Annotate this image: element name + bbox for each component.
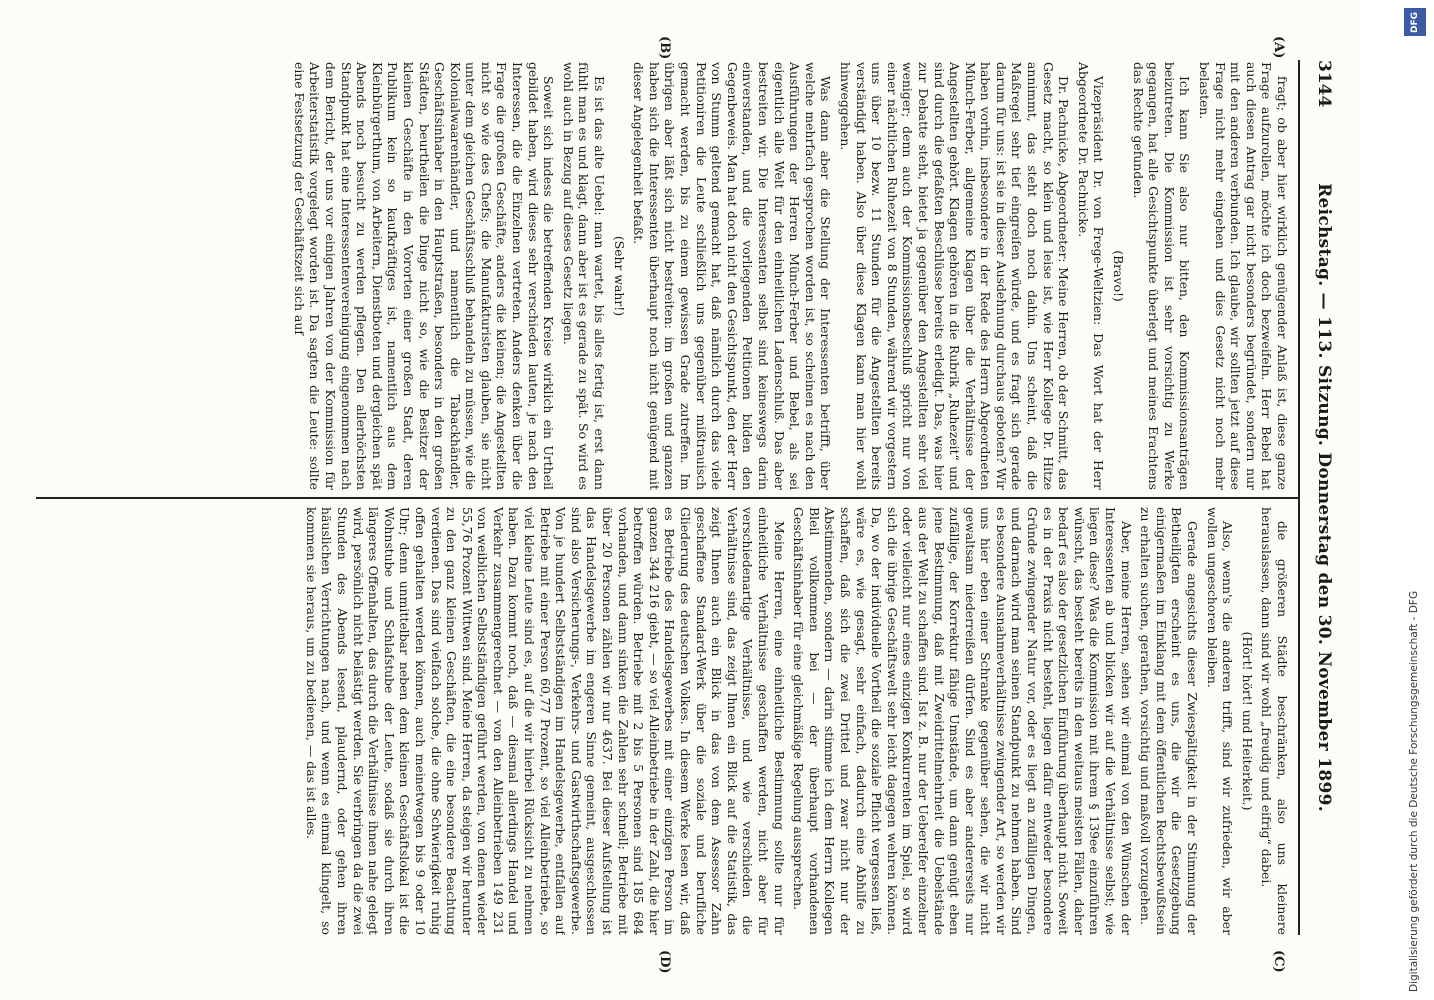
- paragraph: Meine Herren, eine einheitliche Bestimmung sollte nur für einheitliche Verhältnisse geschaffen werden, nicht aber für verschiedenartige Verhältnisse, und wie verschieden die Verhältnisse sind, das zeigt Ihnen ein Blick auf die Statistik, das zeigt Ihnen auch ein Blick in das von dem Assessor Zahn geschaffene Standard-Werk über die soziale und berufliche Gliederung des deutschen Volkes. In diesem Werke lesen wir, daß es Betriebe des Handelsgewerbes mit einer einzigen Person im ganzen 344 216 giebt, — so viel Alleinbetriebe in der Zahl, die hier betroffen würden. Betriebe mit 2 bis 5 Personen sind 185 684 vorhanden, und dann sinken die Zahlen sehr schnell; Betriebe mit über 20 Personen zählen wir nur 4637. Bei dieser Aufstellung ist das Handelsgewerbe im engeren Sinne gemeint, ausgeschlossen sind also Versicherungs-, Verkehrs- und Gastwirthschaftsgewerbe. Von je hundert Selbstständigen im Handelsgewerbe, entfallen auf Betriebe mit einer Person 60,77 Prozent, so viel Alleinbetriebe, so viel kleine Leute sind es, auf die wir hierbei Rücksicht zu nehmen haben. Dazu kommt noch, daß — diesmal allerdings Handel und Verkehr zusammengerechnet — von den Alleinbetrieben 149 231 von weiblichen Selbstständigen geführt werden, von denen wieder 55,76 Prozent Wittwen sind. Meine Herren, da steigen wir herunter zu den ganz kleinen Geschäften, die eine besondere Beachtung verdienen. Das sind vielfach solche, die ohne Schwierigkeit ruhig offen gehalten werden können, auch meinetwegen bis 9 oder 10 Uhr; denn unmittelbar neben dem kleinen Geschäftslokal ist die Wohnstube und Schlafstube der Leute, sodaß sie durch ihren längeres Offenhalten, das durch die Verhältnisse ihnen nahe gelegt wird, persönlich nicht belästigt werden. Sie verbringen da die zwei Stunden des Abends lesend, plaudernd, oder gehen ihren häuslichen Verrichtungen nach, und wenn es einmal klingelt, so kommen sie heraus, um zu bedienen, — das ist alles.: [303, 507, 787, 935]
- paragraph: Dr. Pachnicke, Abgeordneter: Meine Herren, ob der Schmitt, das Gesetz macht, so klein und leise ist, wie Herr Kollege Dr. Hitze annimmt, das steht doch noch dahin. Uns scheint, daß die Maßregel sehr tief eingreifen würde, und es fragt sich gerade darum für uns: ist sie in dieser Ausdehnung durchaus geboten? Wir haben vorhin, insbesondere in der Rede des Herrn Abgeordneten Münch-Ferber, allgemeine Klagen über die Verhältnisse der Angestellten gehört. Klagen gehören in die Rubrik „Ruhezeit“ und sind durch die gefaßten Beschlüsse bereits erledigt. Das, was hier zur Debatte steht, bietet ja gegenüber den Angestellten sehr viel weniger; denn auch der Kommissionsbeschluß spricht nur von einer nächtlichen Ruhezeit von 8 Stunden, während wir vorgestern uns über 10 bezw. 11 Stunden für die Angestellten bereits verständigt haben. Also über diese Klagen kann man hier wohl hinweggehen.: [837, 62, 1072, 490]
- column-divider: [36, 497, 1298, 499]
- dfg-logo: DFG: [1404, 8, 1426, 36]
- left-column: [40, 62, 1290, 490]
- paragraph: Vizepräsident Dr. von Frege-Weltzien: Das Wort hat der Herr Abgeordnete Dr. Pachnicke.: [1075, 62, 1107, 490]
- margin-marker-c: (C): [1271, 950, 1286, 973]
- digitization-credit: [1400, 0, 1434, 1000]
- paragraph: Was dann aber die Stellung der Interessenten betrifft, über welche mehrfach gesprochen worden ist, so scheinen es nach den Ausführungen der Herren Münch-Ferber und Bebel, als sei eigentlich alle Welt für den einheitlichen Ladenschluß. Das aber bestreiten wir. Die Interessenten selbst sind keineswegs darin einverstanden, und die vorliegenden Petitionen bilden den Gegenbeweis. Man hat doch nicht den Gesichtspunkt, den der Herr von Stumm geltend gemacht hat, daß nämlich durch das viele Petitioniren die Leute schließlich uns gegenüber mißtrauisch gemacht werden, bis zu einem gewissen Grade zutreffen. Im übrigen aber läßt sich nicht bestreiten: im großen und ganzen haben sich die Interessenten überhaupt noch nicht genügend mit dieser Angelegenheit befaßt.: [631, 62, 834, 490]
- interjection: (Sehr wahr!): [611, 235, 627, 317]
- paragraph: die größeren Städte beschränken, also uns kleinere herauslassen, dann sind wir wohl „freudig und eifrig“ dabei.: [1259, 507, 1290, 935]
- paragraph: Soweit sich indess die betreffenden Kreise wirklich ein Urtheil gebildet haben, wird dieses sehr verschieden lauten, je nach den Interessen, die die Einzelnen vertreten. Anders denken über die Frage die großen Geschäfte, anders die kleinen; die Angestellten nicht so wie des Chefs; die Manufakturisten glauben, sie nicht unter dem gleichen Geschäftsschluß behandeln zu müssen, wie die Kolonialwaarenhändler, und namentlich die Tabackhändler, Geschäftsinhaber in den Hauptstraßen, besonders in den großen Städten, beurtheilen die Dinge nicht so, wie die Besitzer der kleinen Geschäfte in den Vororten einer großen Stadt, deren Publikum kein so kaufkräftiges ist, namentlich aus dem Kleinbürgerthum, von Arbeitern, Dienstboten und dergleichen spät Abends noch besucht zu werden pflegen. Den allerhöchsten Standpunkt hat eine Interessentenvereinigung eingenommen nach dem Bericht, der uns vor einigen Jahren von der Kommission für Arbeiterstatistik vorgelegt worden ist. Da sagten die Leute: sollte eine Festsetzung der Geschäftszeit sich auf: [291, 62, 557, 490]
- interjection: (Hört! hört! und Heiterkeit.): [1239, 631, 1255, 811]
- header-rule: [1298, 60, 1300, 935]
- margin-marker-d: (D): [657, 950, 672, 974]
- paragraph: Also, wenn's die anderen trifft, sind wir zufrieden, wir aber wollen ungeschoren bleiben.: [1204, 507, 1236, 935]
- margin-marker-a: (A): [1271, 36, 1286, 59]
- margin-marker-b: (B): [657, 36, 672, 60]
- paragraph: Aber, meine Herren, sehen wir einmal von den Wünschen der Interessenten ab und blicken wir auf die Verhältnisse selbst; wie liegen diese? Was die Kommission mit ihrem § 139ee einzuführen wünscht, das besteht bereits in den weitaus meisten Fällen, daher bedarf es also der gesetzlichen Einführung überhaupt nicht. Soweit es in der Praxis nicht besteht, liegen dafür entweder besondere Gründe zwingender Natur vor, oder es liegt an zufälligen Dingen, und darnach wird man seinen Standpunkt zu nehmen haben. Sind es besondere Ausnahmeverhältnisse zwingender Art, so werden wir uns hier eben einer Schranke gegenüber sehen, die wir nicht gewaltsam niederreißen dürfen. Sind es aber andererseits nur zufällige, der Korrektur fähige Umstände, um dann genügt eben jene Bestimmung, daß mit Zweidrittelmehrheit die Uebelstände aus der Welt zu schaffen sind. Ist z. B. nur der Ueberelfer einzelner oder vielleicht nur eines einzigen Konkurrenten im Spiel, so wird sich die übrige Geschäftswelt sehr leicht dagegen wehren können. Da, wo der individuelle Vortheil die soziale Pflicht vergessen ließ, wäre es, wie gesagt, sehr einfach, dadurch eine Abhilfe zu schaffen, daß sich die zwei Drittel und zwar nicht nur der Abstimmenden, sondern — darin stimme ich dem Herrn Kollegen Bleil vollkommen bei — der überhaupt vorhandenen Geschäftsinhaber für eine gleichmäßige Regelung aussprechen.: [791, 507, 1134, 935]
- page-header: [1308, 60, 1338, 935]
- page-number: 3144: [1314, 60, 1334, 108]
- paragraph: Ich kann Sie also nur bitten, den Kommissionsanträgen beizutreten. Die Kommission ist sehr vorsichtig zu Werke gegangen, hat alle Gesichtspunkte überlegt und meines Erachtens das Rechte gefunden.: [1130, 62, 1193, 490]
- paragraph: Gerade angesichts dieser Zwiespältigkeit in der Stimmung der Betheiligten erscheint es uns, die wir die Gesetzgebung einigermaßen im Einklang mit dem öffentlichen Rechtsbewußtsein zu erhalten suchen, gerathen, vorsichtig und maßvoll vorzugehen.: [1138, 507, 1201, 935]
- running-title: Reichstag. — 113. Sitzung. Donnerstag den 30. November 1899.: [1314, 183, 1334, 812]
- right-column: [40, 507, 1290, 935]
- credit-text: Digitalisierung gefördert durch die Deutsche Forschungsgemeinschaft - DFG: [1408, 590, 1420, 992]
- interjection: (Bravo!): [1111, 250, 1127, 302]
- paragraph: fragt; ob aber hier wirklich genügender Anlaß ist, diese ganze Frage aufzurollen, möchte ich doch bezweifeln. Herr Bebel hat auch diesen Antrag gar nicht besonders begründet, sondern nur mit den anderen verbunden. Ich glaube, wir sollten jetzt auf diese Frage nicht mehr eingehen und dies Gesetz nicht noch mehr belasten.: [1197, 62, 1290, 490]
- paragraph: Es ist das alte Uebel: man wartet, bis alles fertig ist, erst dann fühlt man es und klagt, dann aber ist es gerade zu spät. So wird es wohl auch in Bezug auf dieses Gesetz liegen.: [560, 62, 608, 490]
